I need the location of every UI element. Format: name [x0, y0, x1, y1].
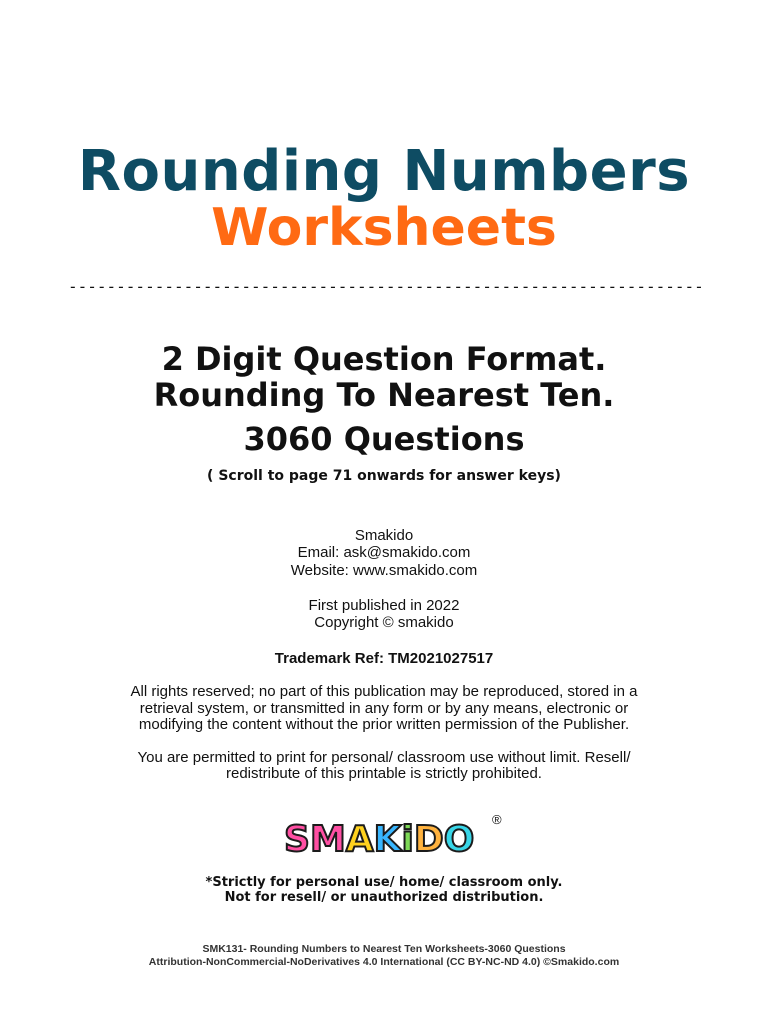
- footer-line-2: Attribution-NonCommercial-NoDerivatives 4.0 International (CC BY-NC-ND 4.0) ©Smakido.com: [148, 956, 620, 968]
- rights-line-2: retrieval system, or transmitted in any form or by any means, electronic or: [139, 700, 629, 717]
- publisher-email: Email: ask@smakido.com: [297, 544, 471, 561]
- permission-line-1: You are permitted to print for personal/ classroom use without limit. Resell/: [137, 749, 631, 766]
- rights-line-3: modifying the content without the prior written permission of the Publisher.: [138, 716, 630, 733]
- footer-line-1: SMK131- Rounding Numbers to Nearest Ten Worksheets-3060 Questions: [202, 943, 566, 955]
- rights-line-1: All rights reserved; no part of this publication may be reproduced, stored in a: [130, 683, 638, 700]
- publisher-name: Smakido: [354, 527, 414, 544]
- publisher-website: Website: www.smakido.com: [290, 562, 478, 579]
- logo-letter: S: [284, 819, 310, 860]
- logo-letter: D: [413, 819, 444, 860]
- logo-letter: i: [401, 819, 414, 860]
- title-line-1: Rounding Numbers: [77, 139, 691, 204]
- logo-letter: K: [373, 819, 402, 860]
- trademark: Trademark Ref: TM2021027517: [274, 650, 494, 667]
- permission-line-2: redistribute of this printable is strictly prohibited.: [226, 765, 542, 782]
- copyright: Copyright © smakido: [314, 614, 454, 631]
- logo-letter: O: [443, 819, 475, 860]
- registered-mark: ®: [492, 812, 502, 827]
- usage-notice-line-2: Not for resell/ or unauthorized distribution.: [224, 890, 544, 905]
- subtitle-line-1: 2 Digit Question Format.: [161, 340, 607, 378]
- logo-letter: A: [345, 819, 374, 860]
- logo-letter: M: [309, 819, 346, 860]
- answer-key-note: ( Scroll to page 71 onwards for answer keys): [207, 468, 561, 484]
- dashed-divider: ------------------------------------------------------------------: [68, 277, 704, 296]
- smakido-logo: [284, 818, 508, 862]
- subtitle-line-3: 3060 Questions: [243, 420, 525, 458]
- title-line-2: Worksheets: [211, 198, 557, 258]
- subtitle-line-2: Rounding To Nearest Ten.: [153, 376, 615, 414]
- first-published: First published in 2022: [308, 597, 460, 614]
- usage-notice-line-1: *Strictly for personal use/ home/ classroom only.: [205, 875, 563, 890]
